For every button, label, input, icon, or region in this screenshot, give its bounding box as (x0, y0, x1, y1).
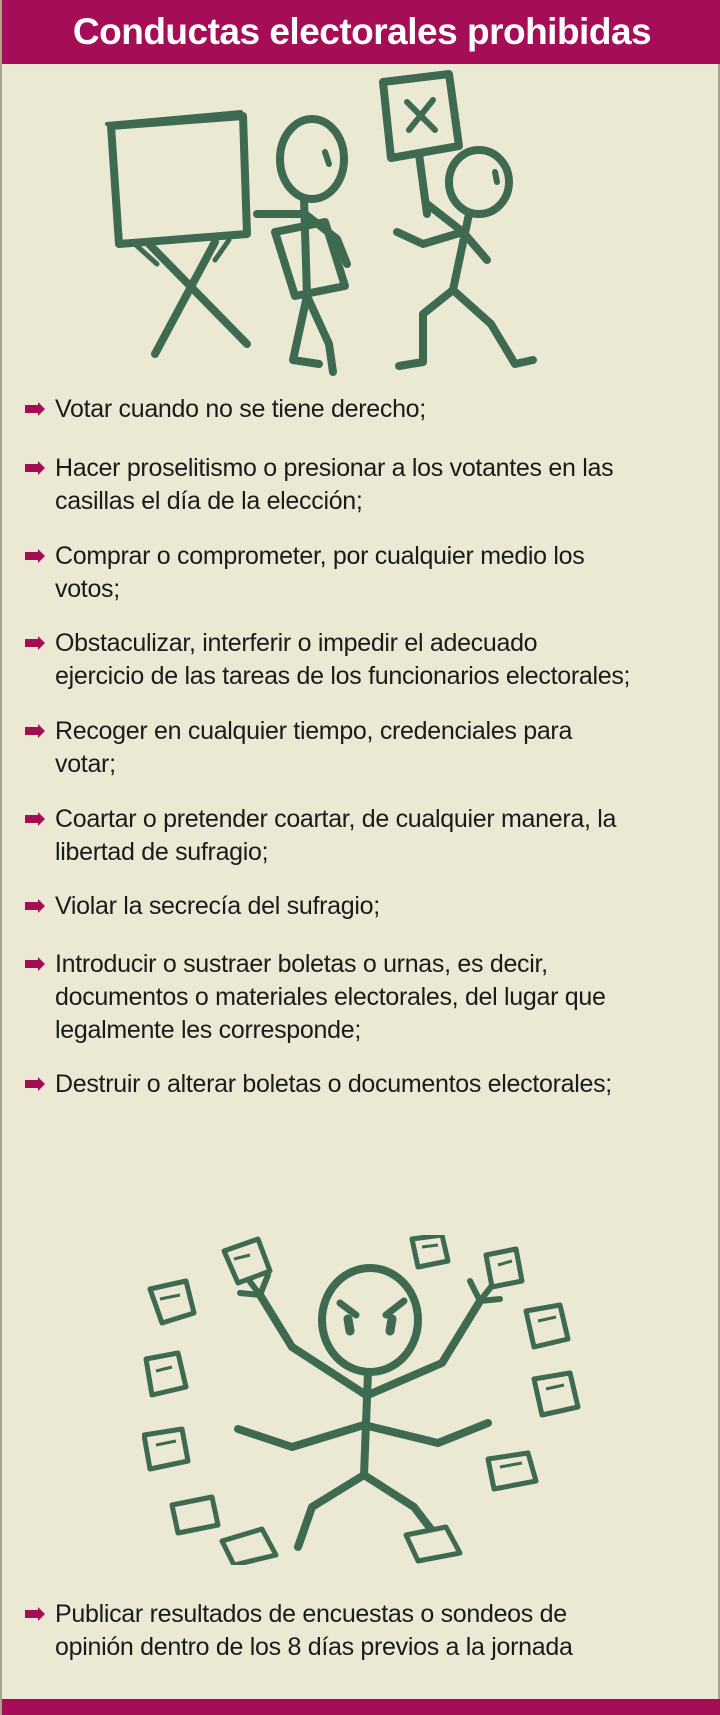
list-item-text: Destruir o alterar boletas o documentos electorales; (55, 1070, 612, 1098)
page-title: Conductas electorales prohibidas (72, 11, 652, 52)
list-item-text: Obstaculizar, interferir o impedir el adecuado ejercicio de las tareas de los funcionarios electorales; (55, 629, 631, 690)
list-item-text: Violar la secrecía del sufragio; (55, 892, 380, 920)
footer-bar (2, 1699, 720, 1715)
list-item (24, 452, 714, 518)
list-item (24, 540, 714, 606)
arrow-bullet-icon (24, 402, 46, 416)
list-item (24, 393, 714, 426)
list-item (24, 948, 714, 1047)
list-item (24, 1068, 714, 1101)
list-item-text: Introducir o sustraer boletas o urnas, es decir, documentos o materiales electorales, del lugar que legalmente les corresponde; (55, 950, 606, 1044)
list-item (24, 803, 714, 869)
title-banner (2, 0, 720, 64)
arrow-bullet-icon (24, 1607, 46, 1621)
list-item (24, 890, 714, 923)
arrow-bullet-icon (24, 461, 46, 475)
arrow-bullet-icon (24, 812, 46, 826)
list-item-text: Recoger en cualquier tiempo, credenciales para votar; (55, 717, 573, 778)
arrow-bullet-icon (24, 1077, 46, 1091)
list-item (24, 715, 714, 781)
list-item-text: Comprar o comprometer, por cualquier medio los votos; (55, 542, 585, 603)
list-item (24, 627, 714, 693)
list-item-text: Hacer proselitismo o presionar a los votantes en las casillas el día de la elección; (55, 454, 614, 515)
arrow-bullet-icon (24, 957, 46, 971)
list-item-text: Votar cuando no se tiene derecho; (55, 395, 426, 423)
list-item-text: Publicar resultados de encuestas o sondeos de opinión dentro de los 8 días previos a la jornada (55, 1600, 573, 1661)
tearing-ballots-figure-illustration (142, 1235, 592, 1565)
list-item-text: Coartar o pretender coartar, de cualquier manera, la libertad de sufragio; (55, 805, 617, 866)
arrow-bullet-icon (24, 549, 46, 563)
arrow-bullet-icon (24, 724, 46, 738)
voting-booth-figures-illustration (97, 64, 587, 414)
arrow-bullet-icon (24, 899, 46, 913)
arrow-bullet-icon (24, 636, 46, 650)
list-item (24, 1598, 714, 1664)
